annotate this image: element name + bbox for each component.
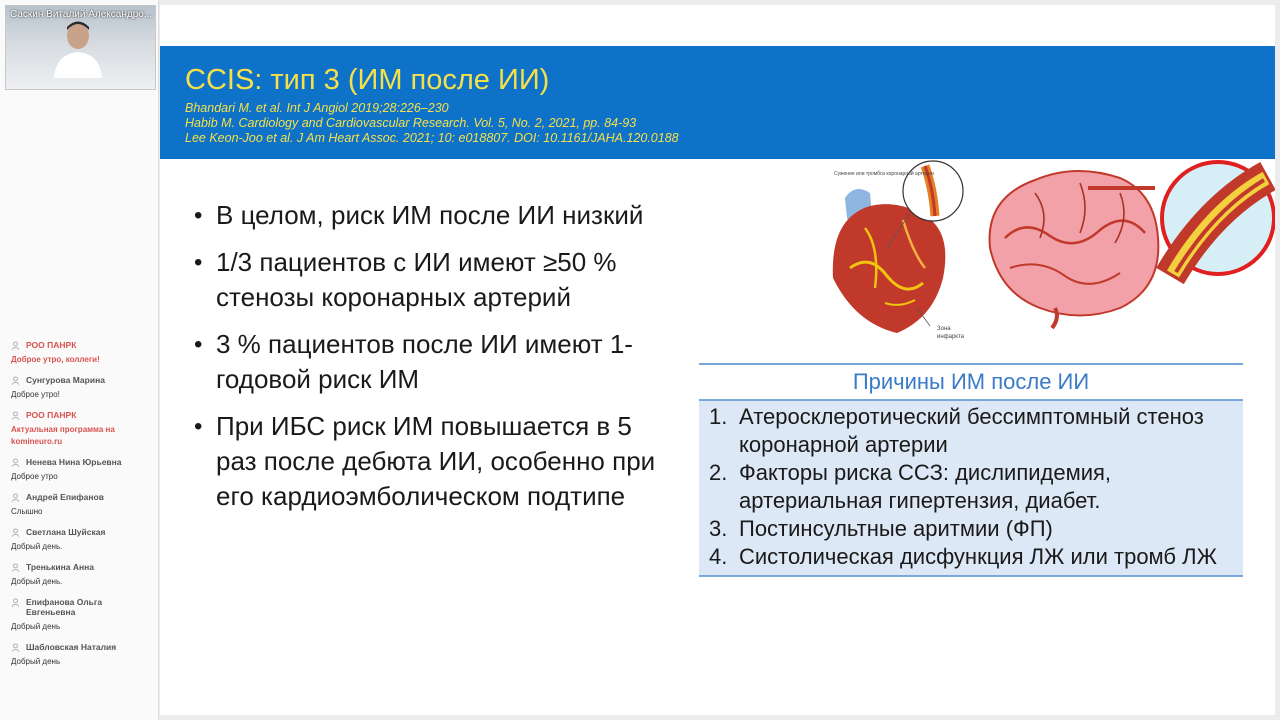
chat-author: Светлана Шуйская	[26, 527, 106, 537]
participant-video[interactable]	[5, 5, 156, 90]
reference-line: Bhandari M. et al. Int J Angiol 2019;28:226–230	[185, 101, 449, 115]
chat-text: Слышно	[11, 507, 43, 516]
chat-text: Добрый день.	[11, 542, 63, 551]
sidebar	[0, 0, 159, 720]
user-icon	[11, 493, 20, 502]
chat-message	[0, 527, 158, 553]
slide-header-banner	[160, 46, 1275, 159]
cause-text: Факторы риска ССЗ: дислипидемия, артериальная гипертензия, диабет.	[739, 460, 1112, 513]
heart-illustration	[825, 158, 977, 343]
causes-list	[699, 401, 1243, 577]
slide-title: CCIS: тип 3 (ИМ после ИИ)	[185, 64, 550, 96]
cause-item	[709, 515, 1233, 543]
chat-message	[0, 562, 158, 588]
cause-number: 4.	[709, 544, 728, 569]
chat-panel	[0, 340, 158, 677]
cause-item	[709, 403, 1233, 459]
presentation-slide	[160, 5, 1275, 715]
cause-item	[709, 543, 1233, 571]
user-icon	[11, 341, 20, 350]
chat-message	[0, 375, 158, 401]
chat-message	[0, 492, 158, 518]
chat-text: Доброе утро, коллеги!	[11, 355, 100, 364]
cause-number: 1.	[709, 404, 728, 429]
chat-text: Актуальная программа на komineuro.ru	[11, 425, 115, 446]
chat-message	[0, 457, 158, 483]
heart-stenosis-label: Сужение или тромбоз коронарной артерии	[834, 171, 934, 177]
chat-text: Добрый день	[11, 622, 61, 631]
user-icon	[11, 598, 20, 607]
cause-text: Атеросклеротический бессимптомный стеноз коронарной артерии	[739, 404, 1204, 457]
chat-message	[0, 642, 158, 668]
user-icon	[11, 458, 20, 467]
user-icon	[11, 643, 20, 652]
participant-silhouette	[52, 18, 104, 78]
cause-text: Систолическая дисфункция ЛЖ или тромб ЛЖ	[739, 544, 1217, 569]
chat-message	[0, 340, 158, 366]
bullet-item: • 3 % пациентов после ИИ имеют 1-годовой риск ИМ	[194, 327, 674, 397]
brain-illustration	[980, 158, 1275, 330]
bullet-item: • При ИБС риск ИМ повышается в 5 раз после дебюта ИИ, особенно при его кардиоэмболическом подтипе	[194, 409, 674, 514]
user-icon	[11, 411, 20, 420]
chat-text: Доброе утро!	[11, 390, 60, 399]
user-icon	[11, 563, 20, 572]
cause-number: 2.	[709, 460, 728, 485]
chat-author: Тренькина Анна	[26, 562, 94, 572]
chat-author: РОО ПАНРК	[26, 410, 77, 420]
reference-line: Lee Keon-Joo et al. J Am Heart Assoc. 2021; 10: e018807. DOI: 10.1161/JAHA.120.0188	[185, 131, 679, 145]
chat-author: Андрей Епифанов	[26, 492, 104, 502]
infarct-zone-label: Зона	[937, 326, 951, 332]
user-icon	[11, 376, 20, 385]
chat-author: Ненева Нина Юрьевна	[26, 457, 122, 467]
bullet-list	[194, 198, 674, 526]
chat-author: Епифанова Ольга Евгеньевна	[26, 597, 103, 617]
participant-name: Саскин Виталий Александро...	[10, 9, 153, 20]
user-icon	[11, 528, 20, 537]
bullet-item: • 1/3 пациентов с ИИ имеют ≥50 % стенозы коронарных артерий	[194, 245, 674, 315]
chat-text: Добрый день	[11, 657, 61, 666]
causes-table	[699, 363, 1243, 577]
cause-text: Постинсультные аритмии (ФП)	[739, 516, 1053, 541]
chat-text: Добрый день.	[11, 577, 63, 586]
chat-message	[0, 410, 158, 448]
cause-number: 3.	[709, 516, 728, 541]
cause-item	[709, 459, 1233, 515]
chat-text: Доброе утро	[11, 472, 58, 481]
chat-author: Сунгурова Марина	[26, 375, 105, 385]
reference-line: Habib M. Cardiology and Cardiovascular Research. Vol. 5, No. 2, 2021, pp. 84-93	[185, 116, 637, 130]
chat-message	[0, 597, 158, 633]
infarct-zone-label-2: инфаркта	[937, 334, 964, 340]
bullet-item: • В целом, риск ИМ после ИИ низкий	[194, 198, 674, 233]
causes-header: Причины ИМ после ИИ	[699, 363, 1243, 401]
chat-author: Шабловская Наталия	[26, 642, 117, 652]
chat-author: РОО ПАНРК	[26, 340, 77, 350]
references	[185, 101, 679, 146]
